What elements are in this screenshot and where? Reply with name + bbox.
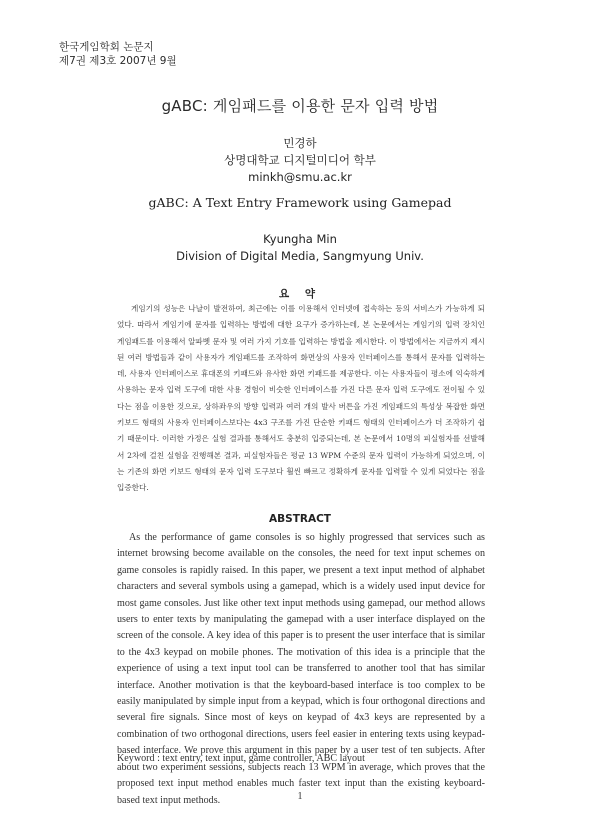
korean-abstract-heading: 요 약	[279, 288, 321, 300]
author-block-korean	[0, 135, 600, 186]
korean-abstract-text: 게임기의 성능은 나날이 발전하여, 최근에는 이를 이용해서 인터넷에 접속하는 등의 서비스가 가능하게 되었다. 따라서 게임기에 문자를 입력하는 방법에 대한 요구가 증가하는데, 본 논문에서는 게임기의 입력 장치인 게임패드를 이용해서 알파벳 문자 및 여러 가지 기호를 입력하는 방법을 제시한다. 이 방법에서는 지금까지 제시된 여러 방법들과 같이 사용자가 게임패드를 조작하여 화면상의 사용자 인터페이스를 통해서 문자를 입력하는데, 사용자 인터페이스로 휴대폰의 키패드와 유사한 화면 키패드를 제공한다. 이는 사용자들이 평소에 익숙하게 사용하는 문자 입력 도구에 대한 사용 경험이 비슷한 인터페이스를 가진 다른 문자 입력 도구에도 전이될 수 있다는 점을 이용한 것으로, 상하좌우의 방향 입력과 여러 개의 발사 버튼을 가진 게임패드의 특성상 복잡한 화면 키보드 형태의 사용자 인터페이스보다는 4x3 구조를 가진 단순한 키패드 형태의 인터페이스가 더 조작하기 쉽기 때문이다. 이러한 가정은 실험 결과를 통해서도 충분히 입증되는데, 본 논문에서 10명의 피실험자를 선발해서 2차에 걸친 실험을 진행해본 결과, 피실험자들은 평균 13 WPM 수준의 문자 입력이 가능하게 되었으며, 이는 기존의 화면 키보드 형태의 문자 입력 도구보다 훨씬 빠르고 정확하게 문자를 입력할 수 있게 되었다는 점을 입증한다.	[117, 304, 485, 493]
author-name-korean: 민경하	[283, 136, 317, 150]
journal-issue: 제7권 제3호 2007년 9월	[59, 55, 177, 67]
journal-header	[59, 40, 177, 68]
author-email: minkh@smu.ac.kr	[248, 170, 352, 184]
affiliation-english: Division of Digital Media, Sangmyung Univ.	[176, 249, 424, 263]
author-name-english: Kyungha Min	[263, 232, 337, 246]
author-block-english	[0, 231, 600, 265]
affiliation-korean: 상명대학교 디지털미디어 학부	[224, 153, 376, 167]
english-abstract-text: As the performance of game consoles is so highly progressed that services such as internet browsing become available on the consoles, the need for text input schemes on game consoles is rapidly raised. In this paper, we present a text input method of alphabet characters and several symbols using a gamepad, which is a widely used input device for most game consoles. Just like other text input methods using gamepad, our method allows users to enter texts by manipulating the gamepad with a user interface displayed on the screen of the console. A key idea of this paper is to present the user interface that is similar to the 4x3 keypad on mobile phones. The motivation of this idea is a principle that the experience of using a text input tool can be transferred to another tool that has similar interface. Another motivation is that the keyboard-based interface is too complex to be easily manipulated by simple input from a keypad, which is four orthogonal directions and several fire signals. Since most of keys on keypad of 4x3 keys are represented by a combination of two orthogonal directions, users feel easier in entering texts using keypad-based interface. We prove this argument in this paper by a user test of ten subjects. After about two experiment sessions, subjects reach 13 WPM in average, which proves that the proposed text input method enables much faster text input than the existing keyboard-based text input methods.	[117, 532, 485, 806]
english-abstract-heading: ABSTRACT	[269, 513, 331, 525]
page-number: 1	[297, 791, 303, 802]
paper-title-korean: gABC: 게임패드를 이용한 문자 입력 방법	[161, 97, 439, 115]
keywords: Keyword : text entry, text input, game controller, ABC layout	[117, 753, 365, 764]
paper-title-english: gABC: A Text Entry Framework using Gamepad	[148, 195, 452, 210]
journal-name: 한국게임학회 논문지	[59, 41, 154, 53]
